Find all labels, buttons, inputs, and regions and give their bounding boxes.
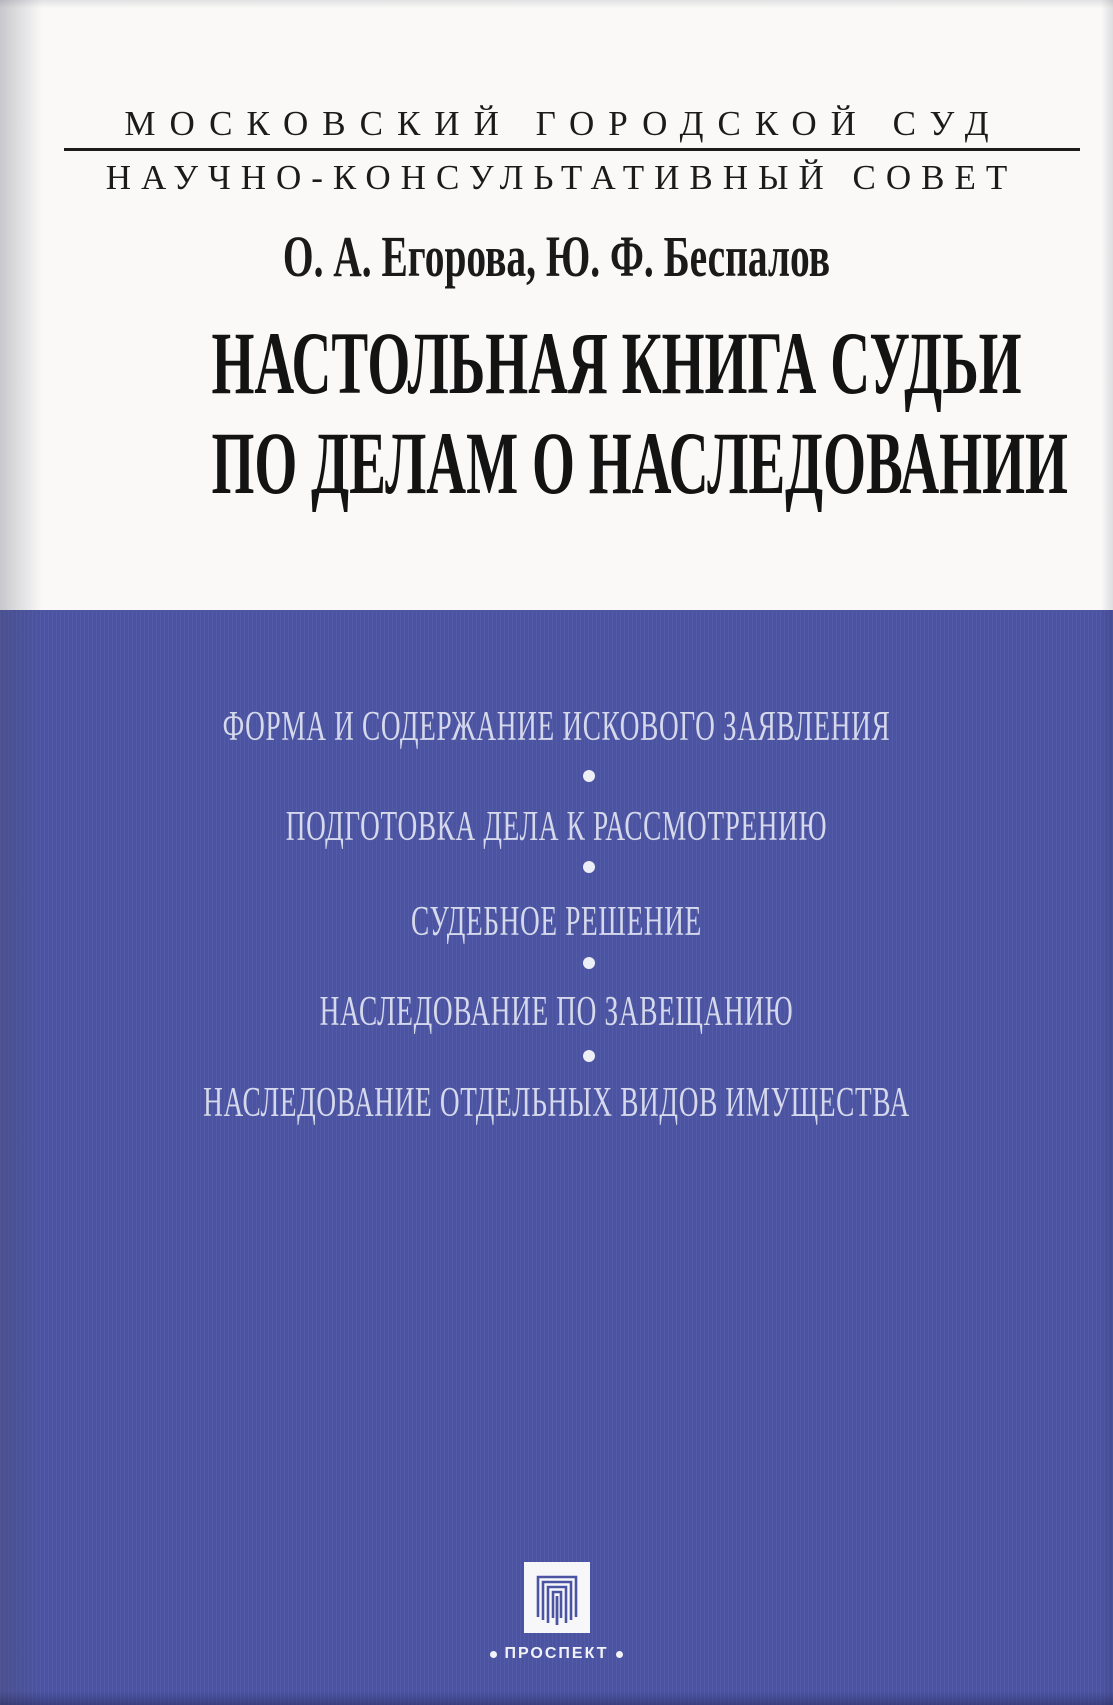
publisher-right-dot-icon [616,1651,623,1658]
topic-item: НАСЛЕДОВАНИЕ ПО ЗАВЕЩАНИЮ [319,989,794,1035]
topic-item: ПОДГОТОВКА ДЕЛА К РАССМОТРЕНИЮ [285,804,828,850]
publisher-name-row [0,1645,1113,1663]
topic-item: ФОРМА И СОДЕРЖАНИЕ ИСКОВОГО ЗАЯВЛЕНИЯ [222,704,891,750]
authors: О. А. Егорова, Ю. Ф. Беспалов [282,224,831,289]
separator-bullet-icon [583,957,595,969]
publisher-left-dot-icon [490,1651,497,1658]
masthead-council-name: НАУЧНО-КОНСУЛЬТАТИВНЫЙ СОВЕТ [105,158,1018,197]
cover-bottom-blue-panel [0,610,1113,1705]
topic-item: СУДЕБНОЕ РЕШЕНИЕ [411,899,702,945]
masthead-court-name: МОСКОВСКИЙ ГОРОДСКОЙ СУД [124,104,1003,143]
separator-bullet-icon [583,1050,595,1062]
separator-bullet-icon [583,770,595,782]
book-title-line2: ПО ДЕЛАМ О НАСЛЕДОВАНИИ [211,415,1068,513]
masthead-divider-rule [64,148,1080,151]
prospekt-logo-icon [524,1562,590,1633]
cover-top-white-panel [0,0,1113,610]
publisher-block [0,1562,1113,1663]
publisher-name: ПРОСПЕКТ [504,1645,609,1662]
book-title-line1: НАСТОЛЬНАЯ КНИГА СУДЬИ [211,315,1022,413]
separator-bullet-icon [583,861,595,873]
topic-item: НАСЛЕДОВАНИЕ ОТДЕЛЬНЫХ ВИДОВ ИМУЩЕСТВА [203,1080,910,1126]
